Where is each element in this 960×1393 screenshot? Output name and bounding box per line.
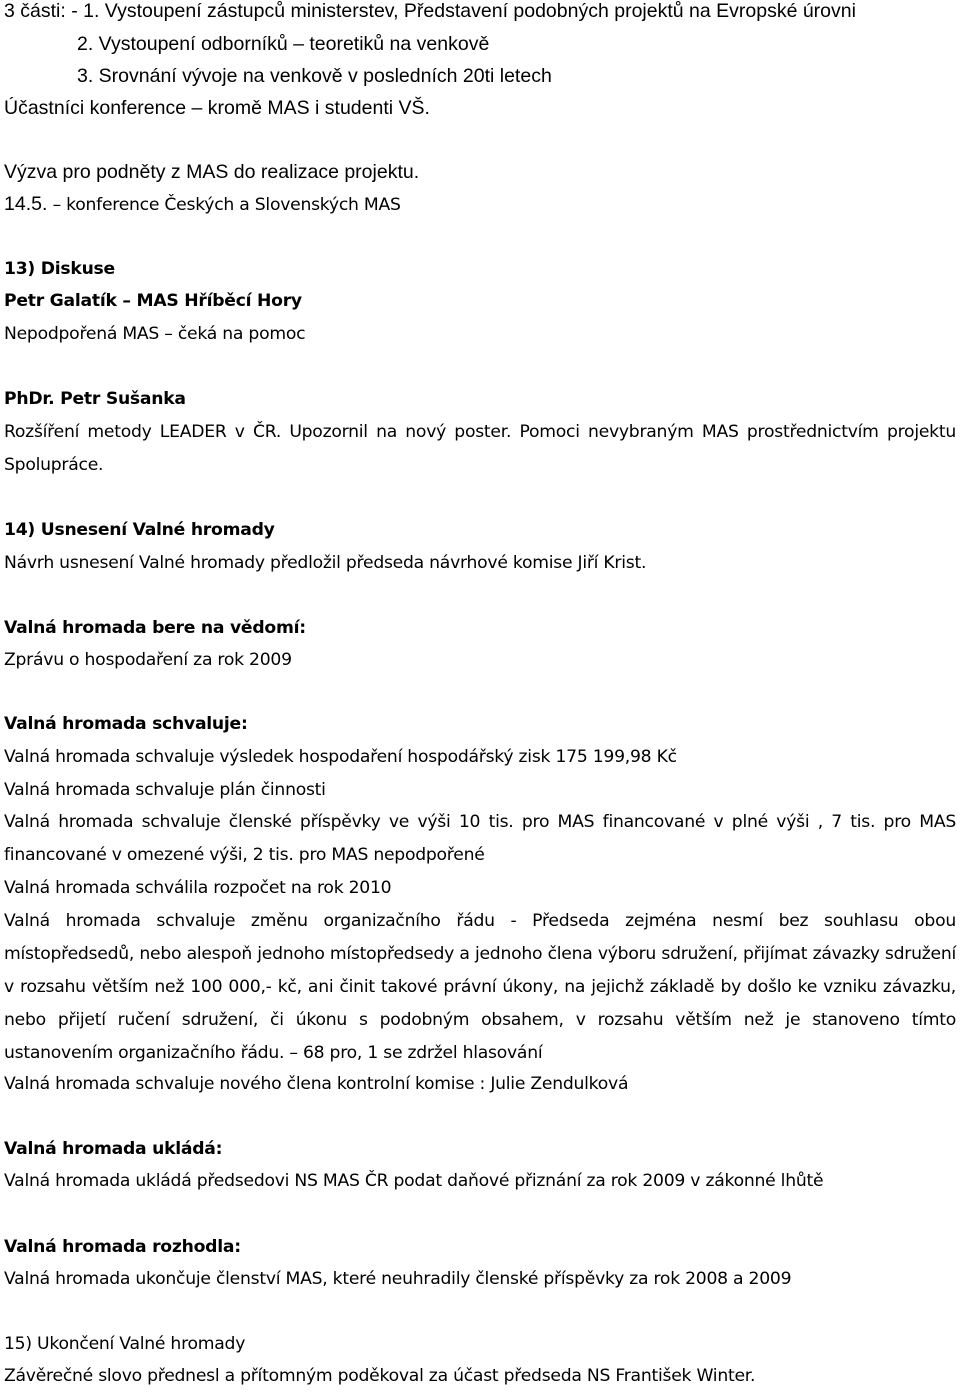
closing-text: Závěrečné slovo přednesl a přítomným poděkoval za účast předseda NS František Winter.	[4, 1366, 756, 1386]
discussion-speaker-1-note: Nepodpořená MAS – čeká na pomoc	[4, 324, 306, 344]
imposes-heading: Valná hromada ukládá:	[4, 1139, 223, 1159]
discussion-speaker-2	[4, 391, 186, 408]
approves-item-5: Valná hromada schvaluje změnu organizačního řádu - Předseda zejména nesmí bez souhlasu obou místopředsedů, nebo alespoň jednoho místopředsedy a jednoho člena výboru sdružení, přijímat závazky sdružení v rozsahu větším než 100 000,- kč, ani činit takové právní úkony, na jejichž základě by došlo ke vzniku závazku, nebo přijetí ručení sdružení, či úkonu s podobným obsahem, v rozsahu větším než je stanoveno tímto ustanovením organizačního řádu. – 68 pro, 1 se zdržel hlasování	[4, 911, 956, 1063]
speaker-2-title: PhDr.	[4, 389, 55, 409]
closing-heading: 15) Ukončení Valné hromady	[4, 1334, 246, 1354]
conference-call: Výzva pro podněty z MAS do realizace projektu.	[4, 161, 420, 183]
decided-heading: Valná hromada rozhodla:	[4, 1237, 241, 1257]
approves-item-1: Valná hromada schvaluje výsledek hospodaření hospodářský zisk 175 199,98 Kč	[4, 747, 677, 767]
resolution-intro: Návrh usnesení Valné hromady předložil předseda návrhové komise Jiří Krist.	[4, 553, 647, 573]
imposes-item-1: Valná hromada ukládá předsedovi NS MAS ČR podat daňové přiznání za rok 2009 v zákonné lhůtě	[4, 1171, 824, 1191]
resolution-heading: 14) Usnesení Valné hromady	[4, 520, 275, 540]
discussion-speaker-2-note: Rozšíření metody LEADER v ČR. Upozornil na nový poster. Pomoci nevybraným MAS prostřednictvím projektu Spolupráce.	[4, 422, 956, 475]
conference-part-3: 3. Srovnání vývoje na venkově v posledních 20ti letech	[77, 65, 552, 87]
discussion-heading: 13) Diskuse	[4, 259, 115, 279]
conference-date-label: 14.5.	[4, 193, 48, 215]
noted-heading: Valná hromada bere na vědomí:	[4, 618, 306, 638]
approves-item-3: Valná hromada schvaluje členské příspěvky ve výši 10 tis. pro MAS financované v plné výši , 7 tis. pro MAS financované v omezené výši, 2 tis. pro MAS nepodpořené	[4, 812, 956, 865]
approves-heading: Valná hromada schvaluje:	[4, 714, 248, 734]
noted-item-1: Zprávu o hospodaření za rok 2009	[4, 650, 292, 670]
approves-item-6: Valná hromada schvaluje nového člena kontrolní komise : Julie Zendulková	[4, 1074, 629, 1094]
conference-part-2: 2. Vystoupení odborníků – teoretiků na venkově	[77, 33, 490, 55]
decided-item-1: Valná hromada ukončuje členství MAS, které neuhradily členské příspěvky za rok 2008 a 2009	[4, 1269, 792, 1289]
conference-parts-intro: 3 části: - 1. Vystoupení zástupců ministerstev, Představení podobných projektů na Evropské úrovni	[4, 0, 856, 22]
conference-participants: Účastníci konference – kromě MAS i studenti VŠ.	[4, 97, 430, 119]
approves-item-2: Valná hromada schvaluje plán činnosti	[4, 780, 326, 800]
discussion-speaker-1: Petr Galatík – MAS Hříběcí Hory	[4, 291, 302, 311]
conference-date-line	[4, 195, 401, 215]
speaker-2-name: Petr Sušanka	[54, 389, 186, 409]
approves-item-4: Valná hromada schválila rozpočet na rok 2010	[4, 878, 392, 898]
conference-date-text: – konference Českých a Slovenských MAS	[47, 195, 401, 215]
